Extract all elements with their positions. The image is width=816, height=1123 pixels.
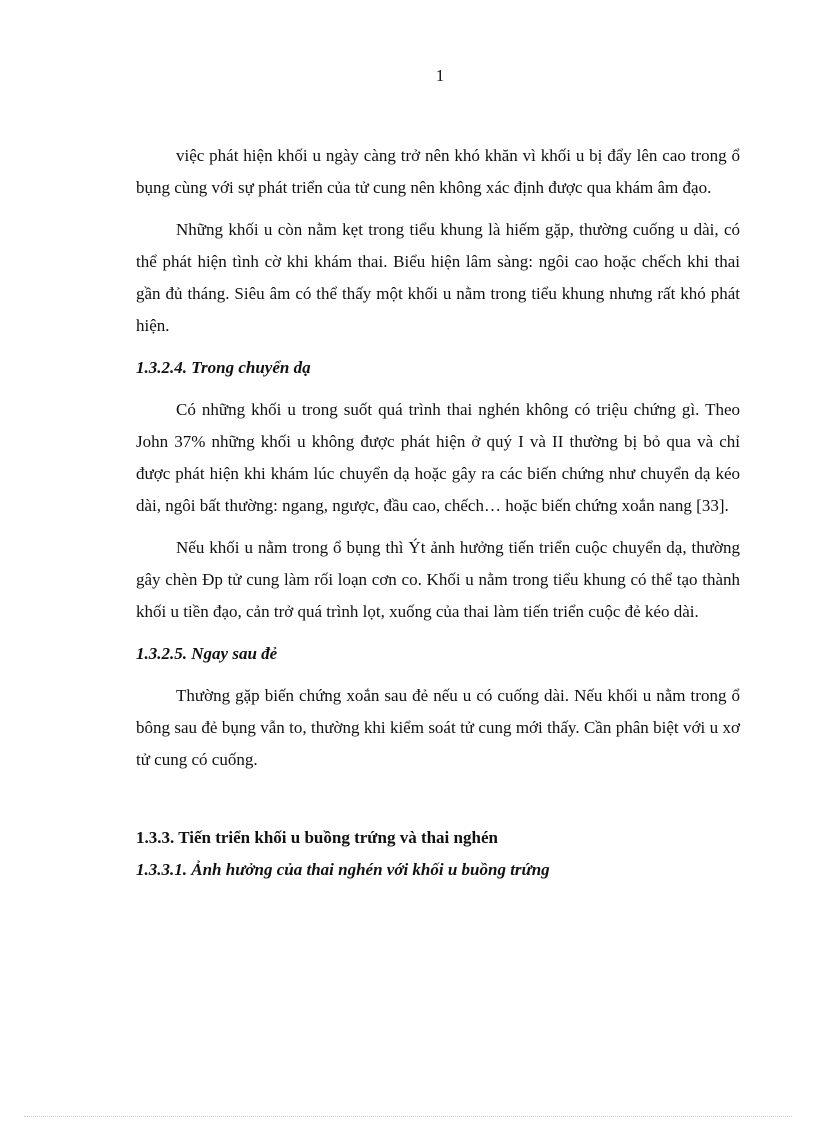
- paragraph-pelvic-tumors: Những khối u còn nằm kẹt trong tiểu khung là hiếm gặp, thường cuống u dài, có thể phát hiện tình cờ khi khám thai. Biểu hiện lâm sàng: ngôi cao hoặc chếch khi thai gần đủ tháng. Siêu âm có thể thấy một khối u nằm trong tiểu khung nhưng rất khó phát hiện.: [136, 220, 740, 335]
- page-number: 1: [435, 66, 445, 85]
- heading-pregnancy-effect: 1.3.3.1. Ảnh hưởng của thai nghén với khối u buồng trứng: [136, 860, 550, 879]
- page-bottom-divider: [24, 1116, 792, 1117]
- document-body: [136, 140, 740, 886]
- heading-tumor-progression: 1.3.3. Tiến triển khối u buồng trứng và thai nghén: [136, 828, 498, 847]
- paragraph-detection-difficulty: việc phát hiện khối u ngày càng trở nên khó khăn vì khối u bị đẩy lên cao trong ổ bụng cùng với sự phát triển của tử cung nên không xác định được qua khám âm đạo.: [136, 146, 740, 197]
- paragraph-labor-effects: Nếu khối u nằm trong ổ bụng thì Ýt ảnh hưởng tiến triển cuộc chuyển dạ, thường gây chèn Ðp tử cung làm rối loạn cơn co. Khối u nằm trong tiểu khung có thể tạo thành khối u tiền đạo, cản trở quá trình lọt, xuống của thai làm tiến triển cuộc đẻ kéo dài.: [136, 538, 740, 621]
- heading-during-labor: 1.3.2.4. Trong chuyển dạ: [136, 358, 311, 377]
- paragraph-asymptomatic-tumors: Có những khối u trong suốt quá trình thai nghén không có triệu chứng gì. Theo John 37% những khối u không được phát hiện ở quý I và II thường bị bỏ qua và chỉ được phát hiện khi khám lúc chuyển dạ hoặc gây ra các biến chứng như chuyển dạ kéo dài, ngôi bất thường: ngang, ngược, đầu cao, chếch… hoặc biến chứng xoắn nang [33].: [136, 400, 740, 515]
- paragraph-postpartum-torsion: Thường gặp biến chứng xoắn sau đẻ nếu u có cuống dài. Nếu khối u nằm trong ổ bông sau đẻ bụng vẫn to, thường khi kiểm soát tử cung mới thấy. Cần phân biệt với u xơ tử cung có cuống.: [136, 686, 740, 769]
- heading-postpartum: 1.3.2.5. Ngay sau đẻ: [136, 644, 278, 663]
